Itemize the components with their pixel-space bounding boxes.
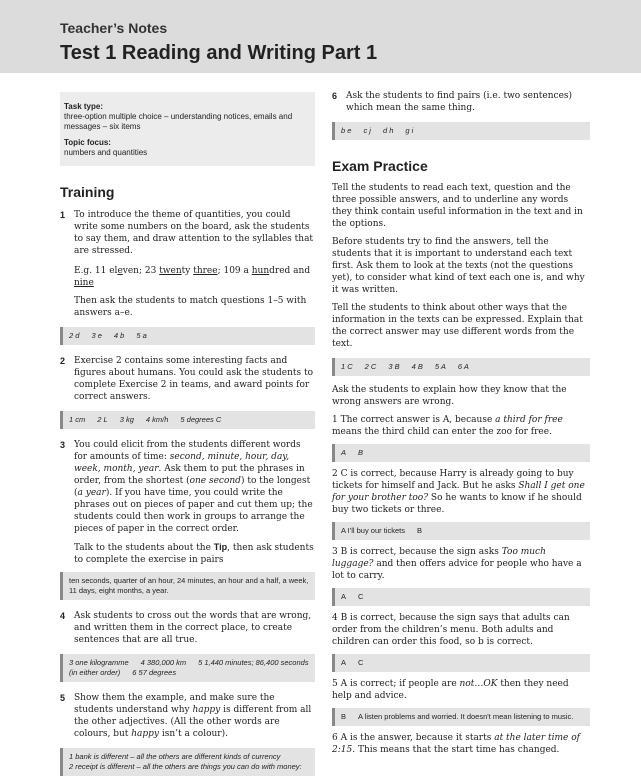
explanation-text: 3 B is correct, because the sign asks	[332, 547, 502, 557]
answer-key-1	[60, 327, 315, 345]
answer: 4 380,000 km	[140, 658, 187, 667]
longest-phrase: a year	[77, 488, 106, 498]
exam-paragraph-4: Ask the students to explain how they know that the wrong answers are wrong.	[332, 385, 567, 407]
answer: g i	[405, 126, 414, 135]
explanation-2-answers	[332, 522, 590, 540]
stressed-syllable: hun	[251, 266, 270, 276]
stressed-syllable: three	[193, 266, 218, 276]
explanation-2	[332, 468, 590, 516]
training-item-3	[60, 439, 315, 535]
explanation-5-answers	[332, 708, 590, 726]
answer: B	[358, 448, 364, 457]
item-text: To introduce the theme of quantities, you could write some numbers on the board, ask the students to say them, and draw attention to the syllables that are stressed.	[74, 210, 314, 256]
explanation-4: 4 B is correct, because the sign says that adults can order from the children’s menu. Both adults and children can order this food, so b is correct.	[332, 613, 570, 647]
explanation-text: 1 The correct answer is A, because	[332, 415, 496, 425]
answer-key-6	[332, 122, 590, 140]
quoted-text: not…OK	[459, 679, 498, 689]
answer: 2 d	[69, 331, 80, 340]
quoted-text: a third for free	[495, 415, 563, 425]
answer: 5 1,440 minutes; 86,400 seconds	[198, 658, 309, 667]
page-title: Test 1 Reading and Writing Part 1	[60, 42, 378, 64]
item-text: . Ask them to put the phrases in order, from the shortest (	[74, 464, 305, 486]
item-text: isn’t a colour).	[159, 729, 228, 739]
page-header	[0, 0, 641, 73]
item-number: 1	[60, 210, 66, 220]
answer: C	[358, 658, 364, 667]
topic-focus-text: numbers and quantities	[64, 148, 148, 157]
answer-key-4	[60, 654, 315, 682]
item-number: 5	[60, 693, 66, 703]
exam-paragraph-2: Before students try to find the answers, tell the students that it is important to understand each text first. Ask them to look at the texts (not the questions yet), to consider what kind of text each one is, and why it was written.	[332, 237, 585, 295]
explanation-5	[332, 678, 590, 702]
item-number: 3	[60, 440, 66, 450]
item-number: 6	[332, 91, 338, 101]
item-text: , then ask students to complete the exercise in pairs	[74, 543, 314, 565]
example-text: ; 109 a	[217, 266, 252, 276]
answer: 3 one kilogramme	[69, 658, 129, 667]
item-text: Talk to the students about the	[74, 543, 214, 553]
quoted-text: Shall I get one for your brother too?	[332, 481, 585, 503]
answer: 5 degrees C	[180, 415, 222, 424]
answer: A	[341, 592, 347, 601]
exam-practice-heading: Exam Practice	[332, 158, 428, 174]
keyword: happy	[131, 729, 160, 739]
answer-key-2	[60, 411, 315, 429]
explanation-6	[332, 732, 590, 756]
example-text: E.g. 11 el	[74, 266, 118, 276]
answer: 6 A	[457, 362, 469, 371]
answer: 2 receipt is different – all the others are things you can do with money:	[69, 762, 302, 771]
item-text: Show them the example, and make sure the students understand why	[74, 693, 275, 715]
task-type-text: three-option multiple choice – understanding notices, emails and messages – six items	[64, 112, 293, 131]
training-item-4	[60, 610, 315, 646]
answer: 3 e	[91, 331, 102, 340]
topic-focus-label: Topic focus:	[64, 138, 111, 147]
item-number: 2	[60, 356, 66, 366]
training-item-1	[60, 209, 315, 257]
time-words: second, minute, hour, day, week, month, year	[74, 452, 290, 474]
explanation-text: then they need help and advice.	[332, 679, 569, 701]
explanation-1-answers	[332, 444, 590, 462]
quoted-text: at the later time of 2:15	[332, 733, 580, 755]
training-item-5	[60, 692, 315, 740]
explanation-text: means the third child can enter the zoo for free.	[332, 427, 552, 437]
answer-key-5	[60, 748, 315, 776]
stressed-syllable: e	[117, 266, 123, 276]
explanation-text: 5 A is correct; if people are	[332, 679, 460, 689]
item-text: Then ask the students to match questions 1–5 with answers a–e.	[74, 296, 307, 318]
answer: A I'll buy our tickets	[341, 526, 405, 535]
tip-label: Tip	[213, 542, 228, 552]
answer: A listen problems and worried. It doesn't mean listening to music.	[358, 712, 574, 721]
answer: C	[358, 592, 364, 601]
exam-paragraph-3: Tell the students to think about other ways that the information in the texts can be expressed. Explain that the correct answer may use different words from the text.	[332, 303, 583, 349]
answer: 4 b	[113, 331, 125, 340]
example-text: dred and	[269, 266, 311, 276]
answer: 2 C	[364, 362, 377, 371]
explanation-text: 6 A is the answer, because it starts	[332, 733, 495, 743]
task-type-label: Task type:	[64, 102, 103, 111]
header-subtitle: Teacher’s Notes	[60, 20, 168, 36]
explanation-text: 2 C is correct, because Harry is already going to buy tickets for himself and Jack. But he asks	[332, 469, 574, 491]
keyword: happy	[192, 705, 221, 715]
item-text: You could elicit from the students different words for amounts of time:	[74, 440, 301, 462]
answer: B	[341, 712, 347, 721]
answer: 3 kg	[119, 415, 134, 424]
example-text: ven; 23	[122, 266, 160, 276]
stress-example	[60, 265, 315, 289]
explanation-4-answers	[332, 654, 590, 672]
exam-paragraph-1: Tell the students to read each text, question and the three possible answers, and to underline any words they think contain useful information in the text and in the options.	[332, 183, 583, 229]
tip-instruction	[60, 541, 315, 566]
answer: B	[416, 526, 422, 535]
item-text: ) to the longest (	[74, 476, 311, 498]
stressed-syllable: nine	[74, 278, 94, 288]
answer: ten seconds, quarter of an hour, 24 minutes, an hour and a half, a week, 11 days, eight months, a year.	[69, 576, 309, 595]
answer: 1 C	[341, 362, 353, 371]
shortest-phrase: one second	[189, 476, 241, 486]
item-text: is different from all the other adjectives. (All the other words are colours, but	[74, 705, 312, 739]
example-text: ty	[181, 266, 194, 276]
answer: 1 cm	[69, 415, 86, 424]
answer: A	[341, 448, 347, 457]
answer: 5 a	[136, 331, 147, 340]
left-column	[60, 84, 315, 776]
answer-key-3	[60, 572, 315, 600]
explanation-text: . This means that the start time has changed.	[352, 745, 560, 755]
answer: 1 bank is different – all the others are different kinds of currency	[69, 752, 281, 761]
explanation-1	[332, 414, 590, 438]
stressed-syllable: twen	[159, 266, 182, 276]
explanation-text: and then offers advice for people who have a lot to carry.	[332, 559, 582, 581]
answer: A	[341, 658, 347, 667]
quoted-text: Too much luggage?	[332, 547, 546, 569]
training-item-2	[60, 355, 315, 403]
answer: 5 A	[434, 362, 446, 371]
answer: 3 B	[388, 362, 400, 371]
answer: b e	[341, 126, 352, 135]
answer: d h	[382, 126, 394, 135]
explanation-3	[332, 546, 590, 582]
answer: 4 km/h	[145, 415, 169, 424]
task-info-box	[60, 92, 315, 166]
item-text: ). If you have time, you could write the phrases out on pieces of paper and cut them up; the students could then work in groups to arrange the pieces of paper in the correct order.	[74, 488, 313, 534]
training-heading: Training	[60, 184, 115, 200]
item-1-instruction	[60, 295, 315, 319]
training-item-6	[332, 90, 590, 114]
answer: 6 57 degrees	[132, 668, 177, 677]
answer: 4 B	[411, 362, 423, 371]
answer: c j	[363, 126, 371, 135]
item-number: 4	[60, 611, 66, 621]
item-text: Exercise 2 contains some interesting facts and figures about humans. You could ask the students to complete Exercise 2 in teams, and award points for correct answers.	[74, 356, 314, 402]
item-text: Ask the students to find pairs (i.e. two sentences) which mean the same thing.	[346, 91, 573, 113]
exam-answer-key	[332, 358, 590, 376]
explanation-text: So he wants to know if he should buy two tickets or three.	[332, 493, 582, 515]
explanation-3-answers	[332, 588, 590, 606]
answer: (in either order)	[69, 668, 121, 677]
right-column	[332, 90, 590, 756]
item-text: Ask students to cross out the words that are wrong, and written them in the correct place, to create sentences that are all true.	[74, 611, 312, 645]
answer: 2 L	[97, 415, 108, 424]
